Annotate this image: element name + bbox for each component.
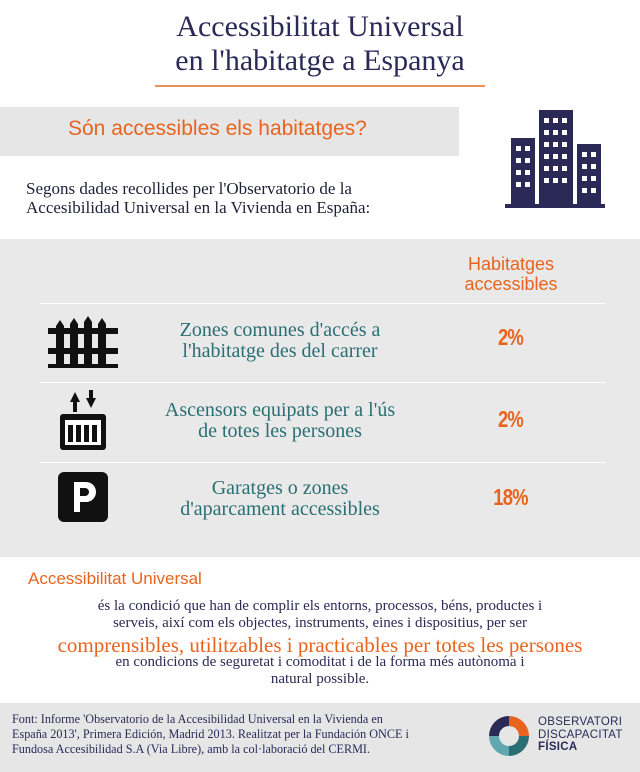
row-divider <box>40 462 605 463</box>
logo-line-1: OBSERVATORI <box>538 716 623 728</box>
intro-line-1: Segons dades recollides per l'Observatorio de la <box>26 179 352 198</box>
logo-line-3: FÍSICA <box>538 741 578 753</box>
parking-icon <box>58 472 108 522</box>
column-header-line-1: Habitatges <box>467 254 555 274</box>
source-note <box>12 712 478 757</box>
page-title <box>0 10 640 78</box>
building-icon <box>505 108 605 208</box>
title-divider <box>155 85 485 87</box>
source-line-2: España 2013', Primera Edición, Madrid 2013. Realitzat per la Fundación ONCE i <box>12 727 409 741</box>
column-header <box>440 254 582 294</box>
row-label-line-2: d'aparcament accessibles <box>180 498 380 520</box>
definition-end-line-1: en condicions de seguretat i comoditat i de la forma més autònoma i <box>115 654 525 670</box>
row-value: 18% <box>493 484 528 510</box>
row-label-line-1: Garatges o zones <box>211 477 349 499</box>
definition-line-1: és la condició que han de complir els entorns, processos, béns, productes i <box>97 598 543 614</box>
row-value: 2% <box>498 324 523 350</box>
row-divider <box>40 382 605 383</box>
definition-body <box>20 598 620 632</box>
source-line-1: Font: Informe 'Observatorio de la Accesibilidad Universal en la Vivienda en <box>12 712 383 726</box>
source-line-3: Fundosa Accesibilidad S.A (Via Libre), amb la col·laboració del CERMI. <box>12 742 371 756</box>
observatori-logo-text <box>538 716 623 754</box>
title-line-1: Accessibilitat Universal <box>176 10 464 43</box>
row-label-line-2: de totes les persones <box>198 420 362 442</box>
row-label-line-1: Ascensors equipats per a l'ús <box>164 399 396 421</box>
row-divider <box>40 303 605 304</box>
definition-end <box>20 654 620 688</box>
fence-icon <box>48 314 118 370</box>
observatori-logo-icon <box>486 713 532 759</box>
row-label <box>135 320 425 362</box>
definition-title: Accessibilitat Universal <box>28 569 202 588</box>
logo-line-2: DISCAPACITAT <box>538 728 623 741</box>
definition-end-line-2: natural possible. <box>270 671 370 687</box>
column-header-line-2: accessibles <box>464 274 558 294</box>
row-label-line-2: l'habitatge des del carrer <box>182 340 378 362</box>
elevator-icon <box>48 388 118 452</box>
row-value: 2% <box>498 406 523 432</box>
row-label <box>135 400 425 442</box>
title-line-2: en l'habitatge a Espanya <box>175 44 465 77</box>
intro-line-2: Accesibilidad Universal en la Vivienda en España: <box>26 198 371 217</box>
definition-highlight: comprensibles, utilitzables i practicables per totes les persones <box>57 633 583 657</box>
row-label-line-1: Zones comunes d'accés a <box>179 319 381 341</box>
question-heading: Són accessibles els habitatges? <box>68 117 367 140</box>
row-label <box>135 478 425 520</box>
definition-line-2: serveis, així com els objectes, instruments, eines i dispositius, per ser <box>112 615 528 631</box>
intro-text <box>26 179 456 217</box>
